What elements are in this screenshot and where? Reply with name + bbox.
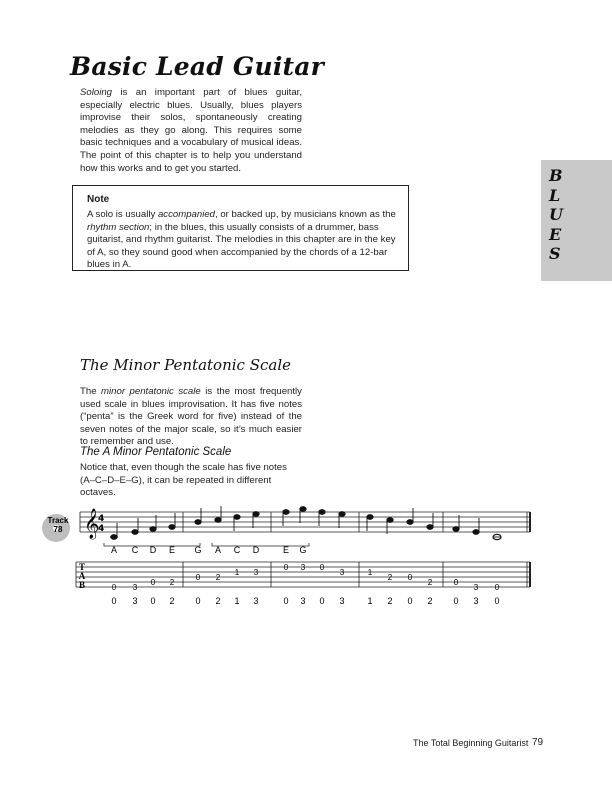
svg-text:0: 0 bbox=[283, 596, 289, 606]
side-tab-letter: U bbox=[549, 205, 563, 224]
side-tab-letter: B bbox=[549, 166, 563, 185]
staff bbox=[80, 512, 530, 532]
svg-text:2: 2 bbox=[387, 573, 393, 582]
page-title: Basic Lead Guitar bbox=[70, 52, 325, 81]
svg-text:G: G bbox=[194, 545, 202, 555]
section-paragraph: The minor pentatonic scale is the most frequently used scale in blues improvisation. It has five notes (“penta” is the Greek word for five) instead of the seven notes of the major scale, so it’s much easier to remember and use. bbox=[80, 386, 302, 448]
svg-text:3: 3 bbox=[253, 596, 259, 606]
svg-text:0: 0 bbox=[150, 596, 156, 606]
note-text: A solo is usually accompanied, or backed up, by musicians known as the rhythm section; in the blues, this usually consists of a drummer, bass guitarist, and rhythm guitarist. The melodies in this chapter are in the key of A, so they sound good when accompanied by the chords of a 12-bar blues in A. bbox=[87, 209, 396, 271]
svg-text:3: 3 bbox=[300, 596, 306, 606]
intro-paragraph bbox=[80, 87, 302, 175]
svg-text:0: 0 bbox=[494, 583, 500, 592]
svg-text:D: D bbox=[149, 545, 157, 555]
svg-text:3: 3 bbox=[339, 568, 345, 577]
tab-letters bbox=[79, 562, 86, 590]
footer-book-title: The Total Beginning Guitarist bbox=[413, 738, 529, 748]
svg-text:E: E bbox=[282, 545, 290, 555]
note-heading: Note bbox=[87, 194, 110, 205]
svg-text:0: 0 bbox=[407, 596, 413, 606]
svg-text:2: 2 bbox=[387, 596, 393, 606]
svg-text:C: C bbox=[233, 545, 241, 555]
svg-text:3: 3 bbox=[300, 563, 306, 572]
svg-text:3: 3 bbox=[253, 568, 259, 577]
svg-text:0: 0 bbox=[195, 573, 201, 582]
svg-text:0: 0 bbox=[111, 583, 117, 592]
svg-text:A: A bbox=[78, 571, 86, 581]
svg-text:4: 4 bbox=[98, 524, 105, 534]
svg-text:1: 1 bbox=[367, 568, 373, 577]
svg-text:0: 0 bbox=[494, 596, 500, 606]
side-tab-letter: L bbox=[549, 185, 561, 205]
svg-text:D: D bbox=[252, 545, 260, 555]
side-tab-letter: E bbox=[549, 224, 562, 244]
svg-text:1: 1 bbox=[234, 568, 240, 577]
svg-text:G: G bbox=[299, 545, 307, 555]
svg-text:0: 0 bbox=[319, 596, 325, 606]
svg-text:0: 0 bbox=[407, 573, 413, 582]
svg-text:2: 2 bbox=[169, 578, 175, 587]
svg-text:A: A bbox=[110, 545, 118, 555]
track-label: Track bbox=[47, 516, 69, 525]
svg-text:3: 3 bbox=[132, 596, 138, 606]
svg-text:3: 3 bbox=[473, 583, 479, 592]
svg-text:3: 3 bbox=[339, 596, 345, 606]
footer-page-number: 79 bbox=[532, 737, 544, 748]
side-tab-letter: S bbox=[549, 244, 561, 263]
time-signature: 4 bbox=[98, 514, 105, 524]
svg-text:0: 0 bbox=[195, 596, 201, 606]
svg-text:0: 0 bbox=[111, 596, 117, 606]
svg-text:T: T bbox=[78, 562, 86, 572]
intro-term: Soloing bbox=[80, 87, 113, 98]
svg-text:0: 0 bbox=[150, 578, 156, 587]
svg-text:0: 0 bbox=[283, 563, 289, 572]
svg-text:3: 3 bbox=[473, 596, 479, 606]
subsection-paragraph: Notice that, even though the scale has five notes (A–C–D–E–G), it can be repeated in different octaves. bbox=[80, 462, 287, 499]
chapter-side-tab bbox=[541, 160, 612, 281]
svg-text:1: 1 bbox=[367, 596, 373, 606]
svg-text:3: 3 bbox=[132, 583, 138, 592]
note-names bbox=[111, 545, 307, 555]
intro-text: is an important part of blues guitar, especially electric blues. Usually, blues players improvise their solos, spontaneously creating melodies as they go along. This requires some basic techniques and a vocabulary of musical ideas. The point of this chapter is to help you understand how this works and to get you started. bbox=[80, 87, 302, 174]
svg-text:1: 1 bbox=[234, 596, 240, 606]
treble-clef-icon: 𝄞 bbox=[84, 509, 100, 539]
section-heading: The Minor Pentatonic Scale bbox=[80, 356, 292, 374]
svg-text:2: 2 bbox=[215, 573, 221, 582]
svg-text:C: C bbox=[131, 545, 139, 555]
subsection-heading: The A Minor Pentatonic Scale bbox=[80, 446, 232, 458]
svg-text:2: 2 bbox=[427, 578, 433, 587]
svg-text:2: 2 bbox=[427, 596, 433, 606]
svg-text:A: A bbox=[214, 545, 222, 555]
svg-text:2: 2 bbox=[215, 596, 221, 606]
svg-text:B: B bbox=[78, 580, 86, 590]
svg-text:2: 2 bbox=[169, 596, 175, 606]
svg-text:0: 0 bbox=[319, 563, 325, 572]
fingering-numbers bbox=[111, 596, 499, 606]
track-number: 78 bbox=[53, 525, 63, 534]
svg-text:E: E bbox=[168, 545, 176, 555]
notes bbox=[110, 506, 501, 540]
music-notation bbox=[0, 500, 612, 615]
svg-text:0: 0 bbox=[453, 596, 459, 606]
note-box bbox=[72, 185, 409, 271]
svg-text:0: 0 bbox=[453, 578, 459, 587]
